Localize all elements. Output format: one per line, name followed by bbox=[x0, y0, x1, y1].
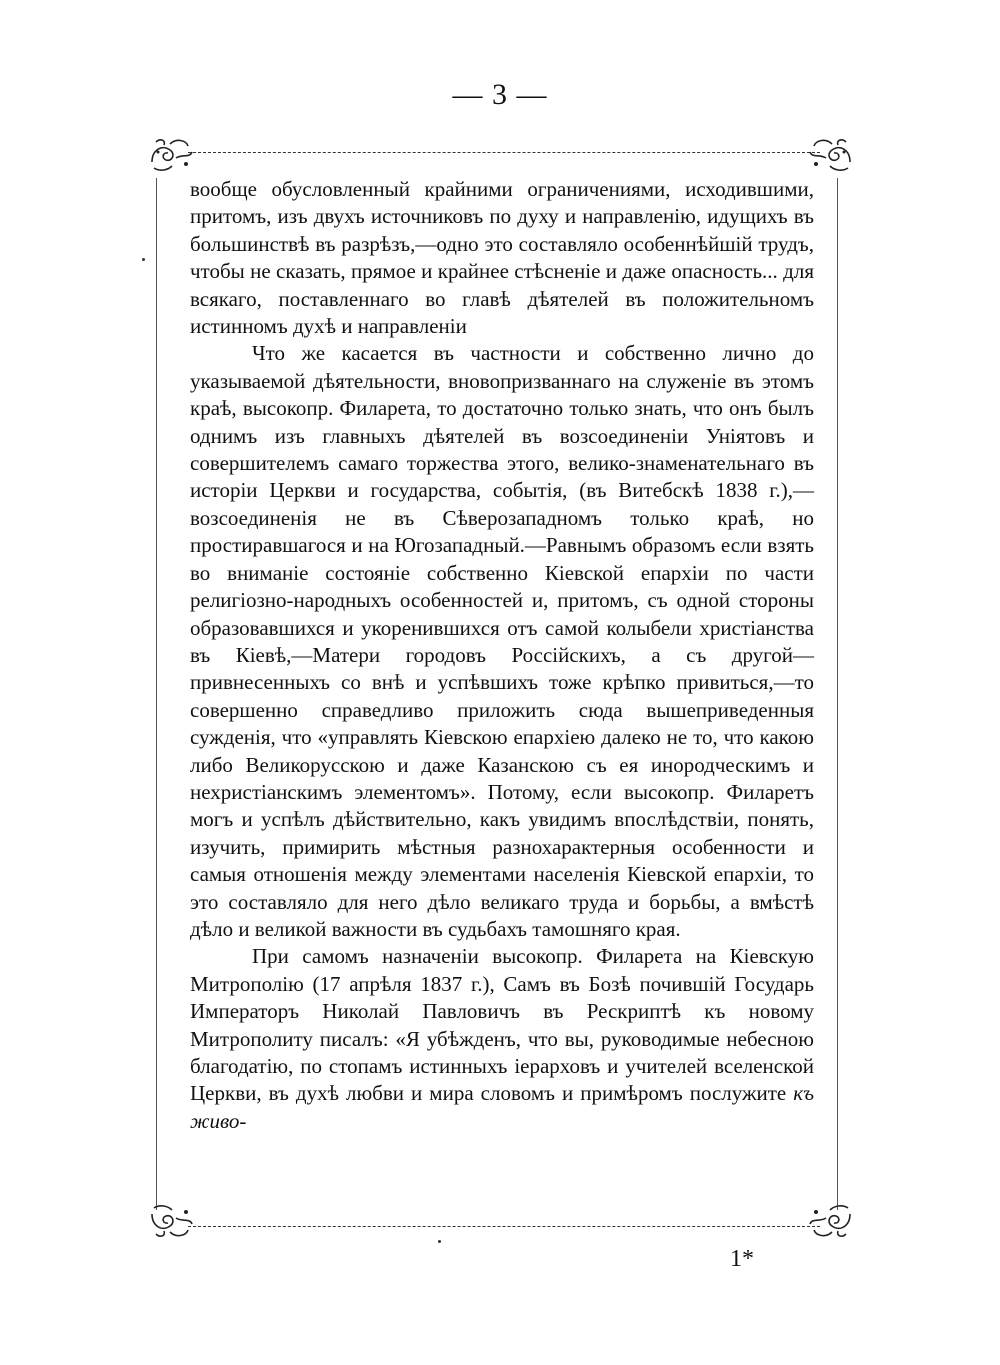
frame-top-rule bbox=[188, 152, 820, 153]
body-text bbox=[190, 176, 814, 1135]
paragraph: вообще обусловленный крайними ограничениями, исходившими, притомъ, изъ двухъ источниковъ по духу и направленію, идущихъ въ большинствѣ въ разрѣзъ,—одно это составляло особеннѣйшій трудъ, чтобы не сказать, прямое и крайнее стѣсненіе и даже опасность... для всякаго, поставленнаго во главѣ дѣятелей въ положительномъ истинномъ духѣ и направленіи bbox=[190, 177, 814, 339]
signature-mark: 1* bbox=[730, 1246, 754, 1272]
corner-ornament-icon bbox=[146, 1202, 198, 1244]
page-number: — 3 — bbox=[452, 78, 548, 111]
corner-ornament-icon bbox=[804, 132, 856, 174]
margin-mark bbox=[142, 258, 145, 261]
paragraph-italic-tail: къ живо- bbox=[190, 1081, 815, 1133]
corner-ornament-icon bbox=[146, 132, 198, 174]
paragraph bbox=[190, 943, 814, 1135]
paragraph-text: При самомъ назначеніи высокопр. Филарета на Кіевскую Митрополію (17 апрѣля 1837 г.), Самъ въ Бозѣ почившій Государь Императоръ Николай Павловичъ въ Рескриптѣ къ новому Митрополиту писалъ: «Я убѣжденъ, что вы, руководимые небесною благодатію, по стопамъ истинныхъ іерарховъ и учителей вселенской Церкви, въ духѣ любви и мира словомъ и примѣромъ послужите bbox=[190, 944, 814, 1106]
paragraph: Что же касается въ частности и собственно лично до указываемой дѣятельности, вновопризваннаго на служеніе въ этомъ краѣ, высокопр. Филарета, то достаточно только знать, что онъ былъ однимъ изъ главныхъ дѣятелей въ возсоединеніи Уніятовъ и совершителемъ самаго торжества этого, велико-знаменательнаго въ исторіи Церкви и государства, событія, (въ Витебскѣ 1838 г.),—возсоединенія не въ Сѣверозападномъ только краѣ, но простиравшагося и на Югозападный.—Равнымъ образомъ если взять во вниманіе состояніе собственно Кіевской епархіи по части религіозно-народныхъ особенностей и, притомъ, съ одной стороны образовавшихся и укоренившихся отъ самой колыбели христіанства въ Кіевѣ,—Матери городовъ Россійскихъ, а съ другой—привнесенныхъ со внѣ и успѣвшихъ тоже крѣпко привиться,—то совершенно справедливо приложить сюда вышеприведенныя сужденія, что «управлять Кіевскою епархіею далеко не то, что какою либо Великорусскою и даже Казанскою съ ея инородческимъ и нехристіанскимъ элементомъ». Потому, если высокопр. Филаретъ могъ и успѣлъ дѣйствительно, какъ увидимъ впослѣдствіи, понять, изучить, примирить мѣстныя разнохарактерныя особенности и самыя отношенія между элементами населенія Кіевской епархіи, то это составляло для него дѣло великаго труда и борьбы, а вмѣстѣ дѣло и великой важности въ судьбахъ тамошняго края. bbox=[190, 341, 814, 941]
print-mark bbox=[438, 1240, 441, 1243]
frame-right-rule bbox=[837, 178, 838, 1210]
frame-left-rule bbox=[156, 178, 157, 1210]
corner-ornament-icon bbox=[804, 1202, 856, 1244]
frame-bottom-rule bbox=[188, 1226, 820, 1227]
